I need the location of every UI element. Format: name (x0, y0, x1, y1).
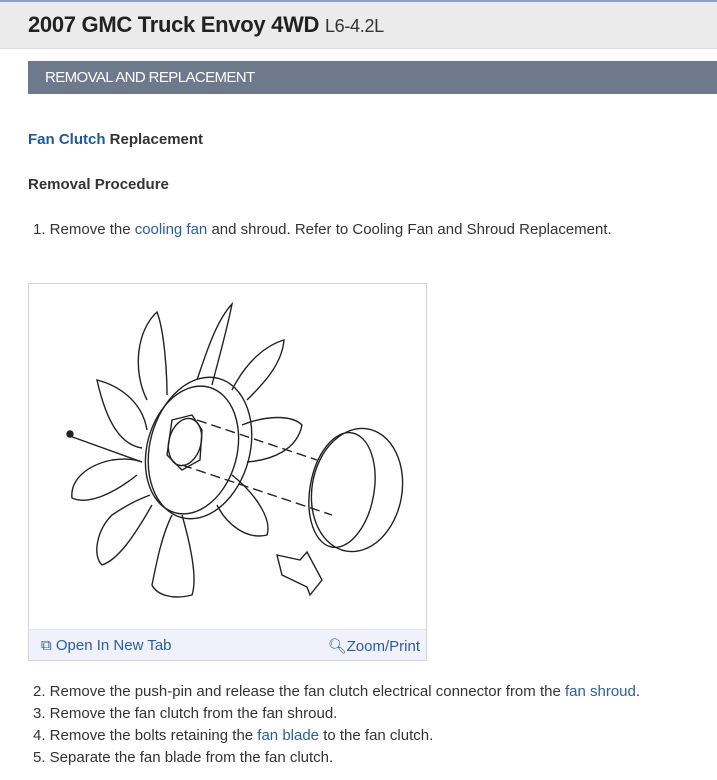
procedure-title: Fan Clutch Replacement (28, 131, 204, 148)
figure-toolbar (29, 629, 426, 660)
engine-label: L6-4.2L (324, 16, 384, 36)
cooling-fan-link[interactable]: cooling fan (134, 221, 208, 238)
open-in-new-tab-link[interactable]: ⧉ Open In New Tab (41, 637, 172, 654)
step-5: 5. Separate the fan blade from the fan clutch. (33, 749, 334, 766)
step-2: 2. Remove the push-pin and release the fan clutch electrical connector from the fan shroud. (33, 683, 641, 700)
fan-shroud-link[interactable]: fan shroud (564, 683, 636, 700)
fan-blade-link[interactable]: fan blade (257, 727, 320, 744)
step-1: 1. Remove the cooling fan and shroud. Refer to Cooling Fan and Shroud Replacement. (33, 221, 612, 238)
fan-clutch-link[interactable]: Fan Clutch (28, 131, 106, 148)
step-3: 3. Remove the fan clutch from the fan shroud. (33, 705, 338, 722)
new-tab-icon: ⧉ (41, 637, 52, 654)
section-bar (28, 61, 717, 94)
page-title: 2007 GMC Truck Envoy 4WD L6-4.2L (28, 12, 384, 37)
zoom-icon: 🔍︎ (327, 638, 347, 655)
figure-box (28, 283, 427, 661)
section-title: REMOVAL AND REPLACEMENT (45, 69, 255, 86)
page-header (0, 0, 717, 49)
procedure-subtitle: Removal Procedure (28, 176, 169, 193)
zoom-print-link[interactable]: 🔍︎Zoom/Print (327, 638, 420, 655)
fan-clutch-illustration (31, 290, 423, 620)
step-4: 4. Remove the bolts retaining the fan blade to the fan clutch. (33, 727, 434, 744)
